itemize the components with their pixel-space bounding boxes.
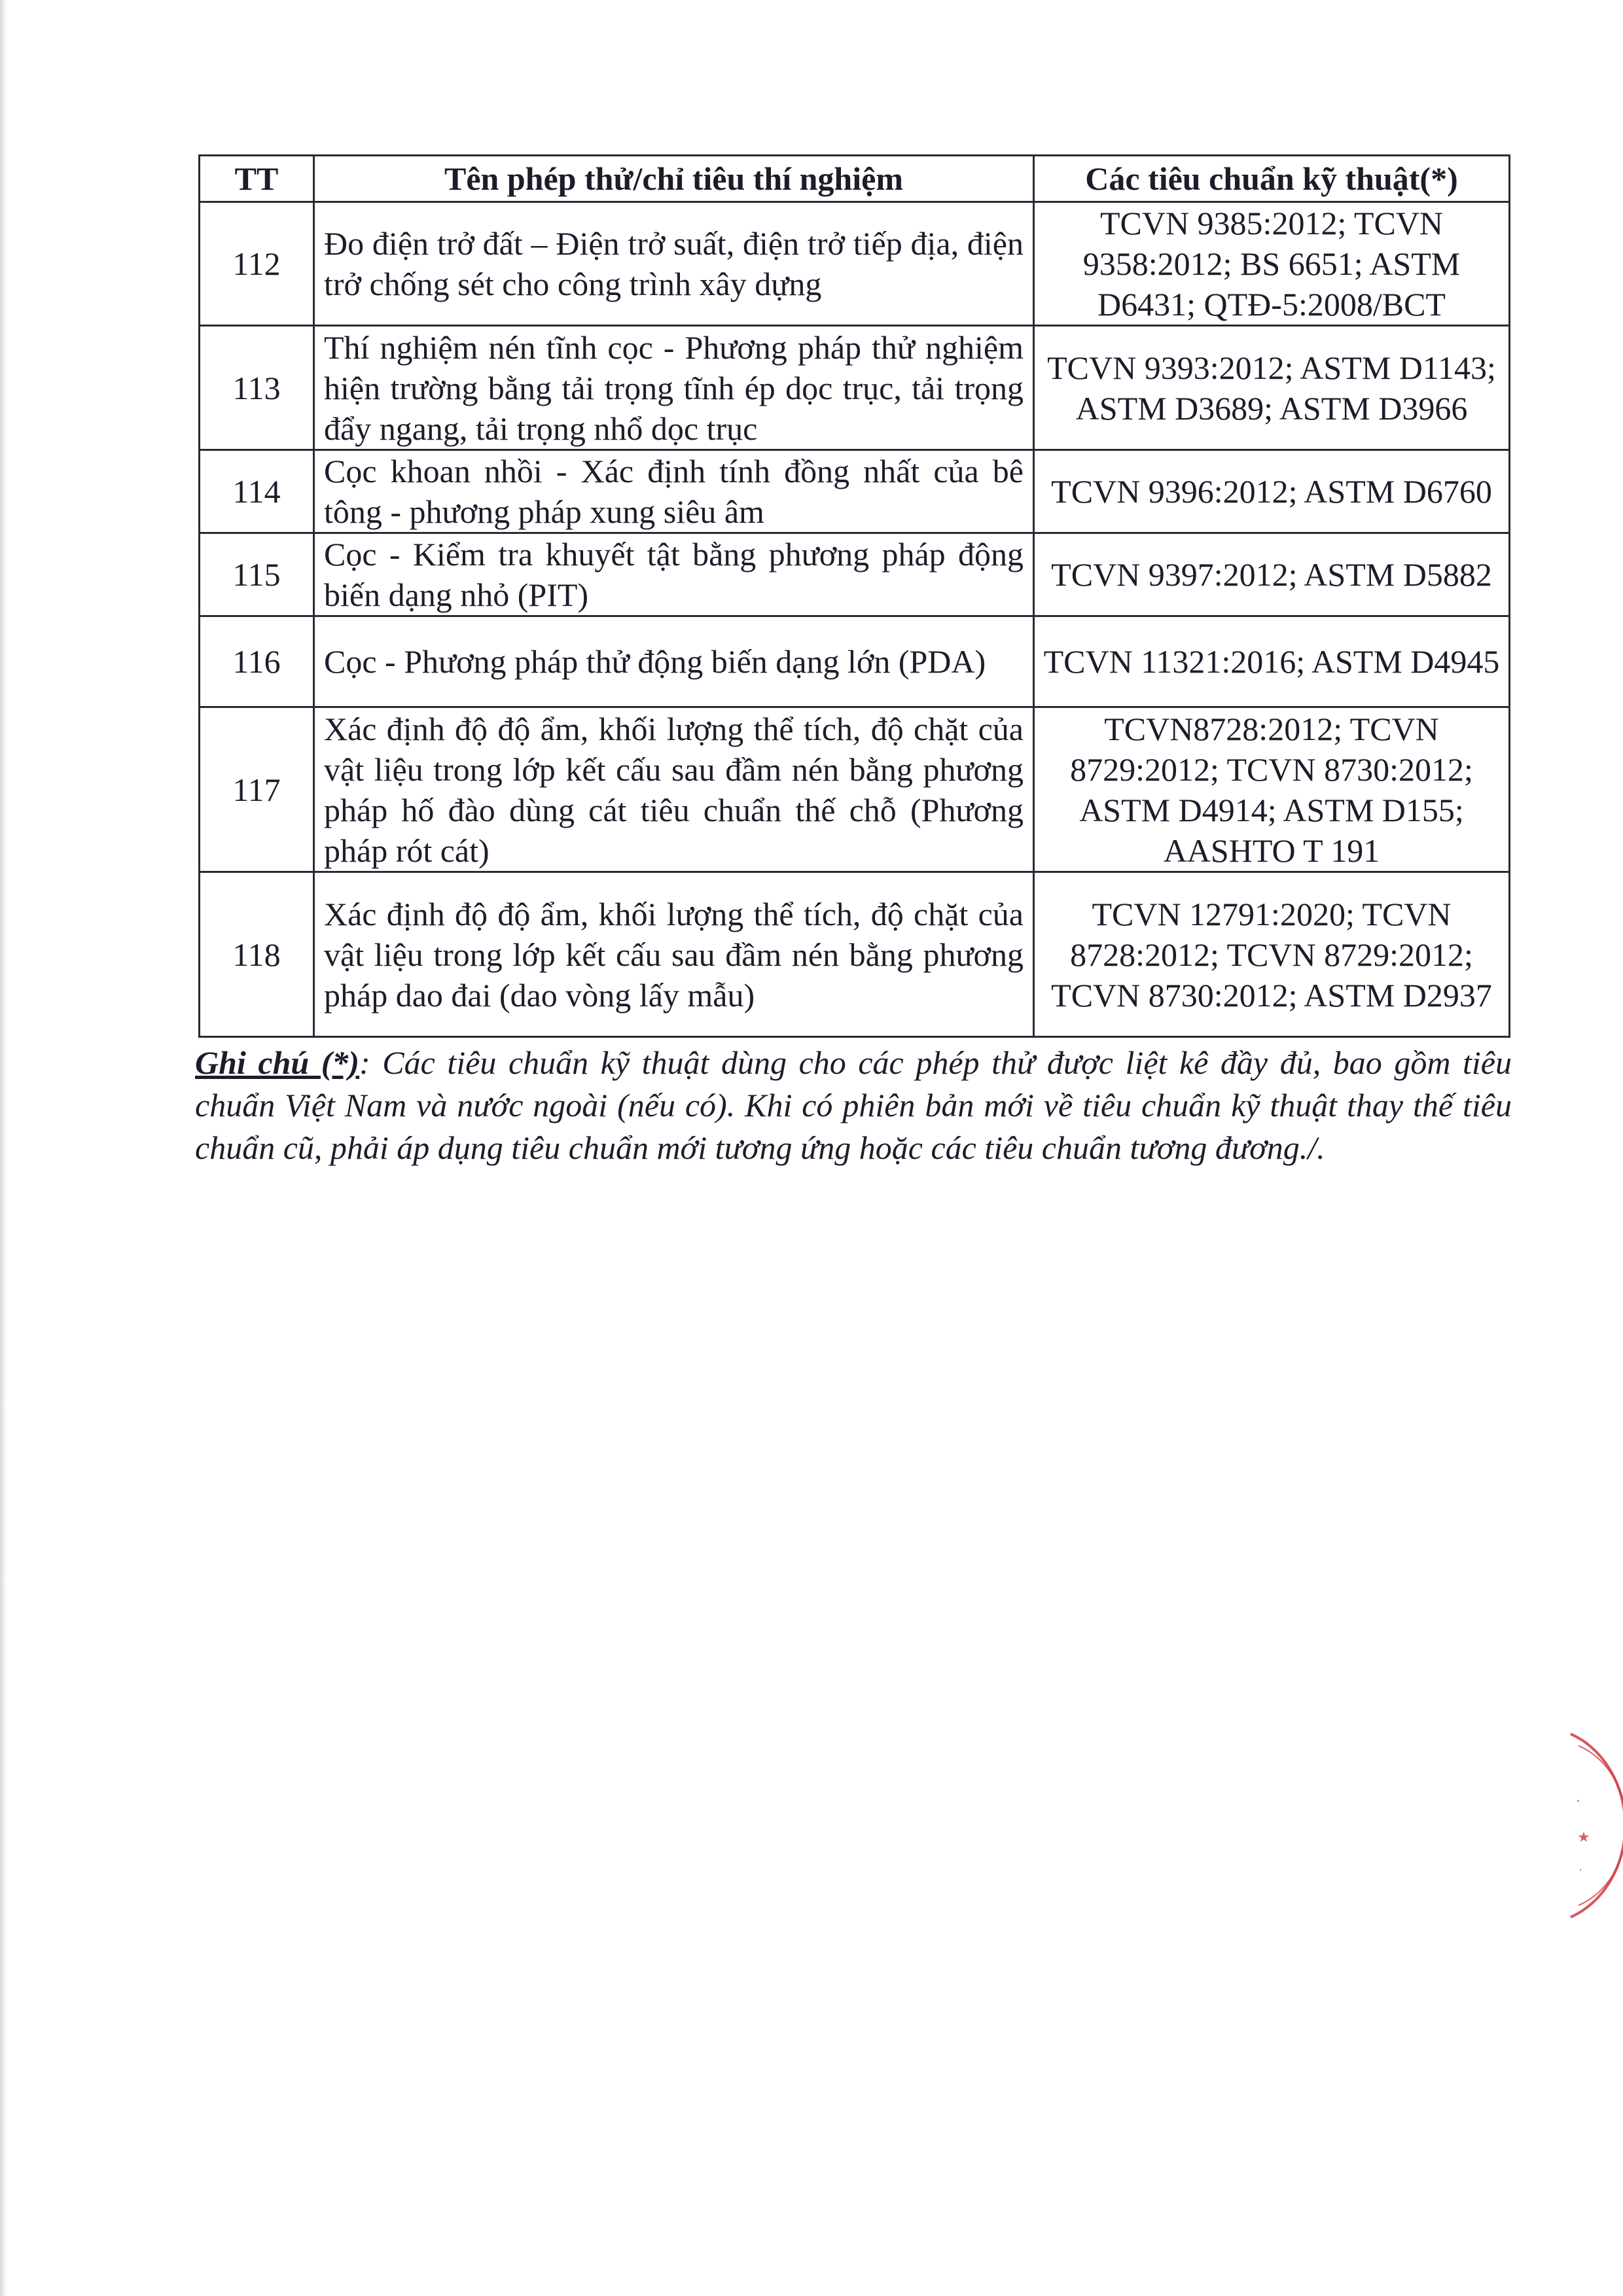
standards: TCVN 12791:2020; TCVN 8728:2012; TCVN 8729:2012; TCVN 8730:2012; ASTM D2937 <box>1034 872 1510 1037</box>
standards: TCVN8728:2012; TCVN 8729:2012; TCVN 8730:2012; ASTM D4914; ASTM D155; AASHTO T 191 <box>1034 707 1510 872</box>
row-number: 113 <box>200 326 314 450</box>
test-name: Cọc - Kiểm tra khuyết tật bằng phương pháp động biến dạng nhỏ (PIT) <box>314 533 1034 616</box>
scan-edge-shadow <box>0 0 7 2296</box>
standards-table <box>198 154 1510 1038</box>
test-name: Cọc - Phương pháp thử động biến dạng lớn (PDA) <box>314 616 1034 707</box>
test-name: Đo điện trở đất – Điện trở suất, điện trở tiếp địa, điện trở chống sét cho công trình xây dựng <box>314 202 1034 326</box>
row-number: 112 <box>200 202 314 326</box>
table-row <box>200 707 1510 872</box>
table-header-row <box>200 156 1510 202</box>
table-row <box>200 202 1510 326</box>
test-name: Xác định độ độ ẩm, khối lượng thể tích, độ chặt của vật liệu trong lớp kết cấu sau đầm nén bằng phương pháp hố đào dùng cát tiêu chuẩn thế chỗ (Phương pháp rót cát) <box>314 707 1034 872</box>
table-row <box>200 533 1510 616</box>
row-number: 117 <box>200 707 314 872</box>
row-number: 115 <box>200 533 314 616</box>
test-name: Cọc khoan nhồi - Xác định tính đồng nhất của bê tông - phương pháp xung siêu âm <box>314 450 1034 533</box>
standards: TCVN 9393:2012; ASTM D1143; ASTM D3689; ASTM D3966 <box>1034 326 1510 450</box>
red-stamp-fragment <box>1544 1727 1623 1924</box>
header-standards: Các tiêu chuẩn kỹ thuật(*) <box>1034 156 1510 202</box>
row-number: 114 <box>200 450 314 533</box>
header-test-name: Tên phép thử/chỉ tiêu thí nghiệm <box>314 156 1034 202</box>
standards: TCVN 9385:2012; TCVN 9358:2012; BS 6651; ASTM D6431; QTĐ-5:2008/BCT <box>1034 202 1510 326</box>
test-name: Xác định độ độ ẩm, khối lượng thể tích, độ chặt của vật liệu trong lớp kết cấu sau đầm nén bằng phương pháp dao đai (dao vòng lấy mẫu) <box>314 872 1034 1037</box>
standards-table-container <box>198 154 1510 1038</box>
standards: TCVN 9396:2012; ASTM D6760 <box>1034 450 1510 533</box>
footnote-label: Ghi chú (*) <box>195 1044 360 1081</box>
svg-text:·: · <box>1576 1793 1580 1810</box>
table-row <box>200 450 1510 533</box>
row-number: 118 <box>200 872 314 1037</box>
footnote-text: : Các tiêu chuẩn kỹ thuật dùng cho các phép thử được liệt kê đầy đủ, bao gồm tiêu chuẩn Việt Nam và nước ngoài (nếu có). Khi có phiên bản mới về tiêu chuẩn kỹ thuật thay thế tiêu chuẩn cũ, phải áp dụng tiêu chuẩn mới tương ứng hoặc các tiêu chuẩn tương đương./. <box>195 1044 1512 1166</box>
svg-text:★: ★ <box>1577 1829 1590 1846</box>
standards: TCVN 9397:2012; ASTM D5882 <box>1034 533 1510 616</box>
test-name: Thí nghiệm nén tĩnh cọc - Phương pháp thử nghiệm hiện trường bằng tải trọng tĩnh ép dọc trục, tải trọng đẩy ngang, tải trọng nhổ dọc trục <box>314 326 1034 450</box>
standards: TCVN 11321:2016; ASTM D4945 <box>1034 616 1510 707</box>
footnote <box>195 1042 1512 1169</box>
table-row <box>200 616 1510 707</box>
header-tt: TT <box>200 156 314 202</box>
row-number: 116 <box>200 616 314 707</box>
table-row <box>200 326 1510 450</box>
svg-text:·: · <box>1578 1862 1583 1878</box>
table-row <box>200 872 1510 1037</box>
